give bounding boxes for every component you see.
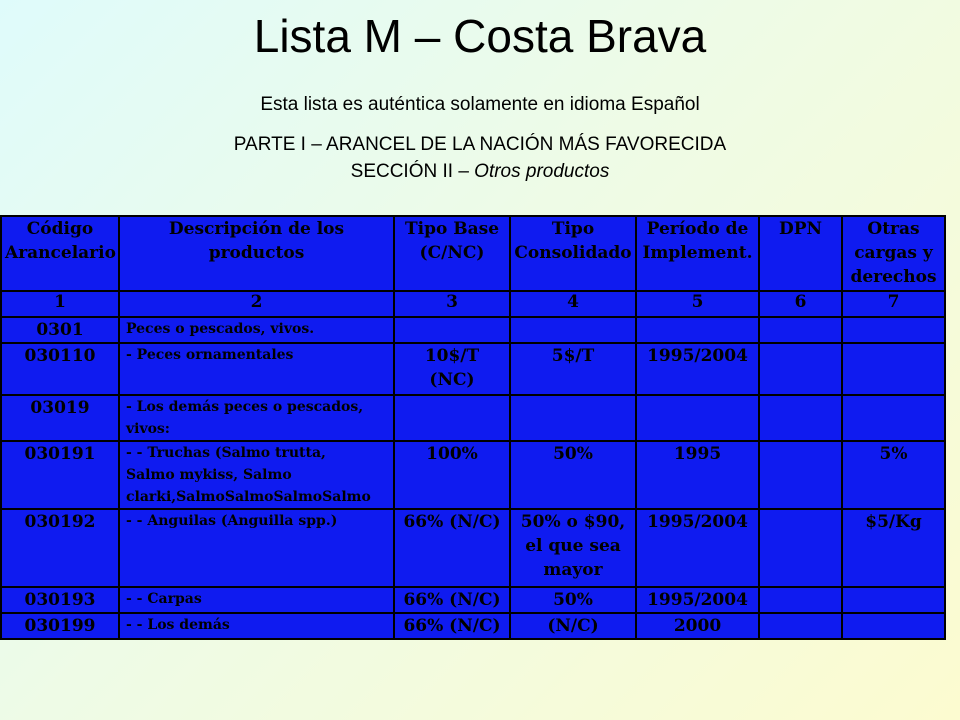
bound-rate: 5$/T <box>510 343 636 395</box>
base-rate: 66% (N/C) <box>394 587 510 613</box>
dpn-value <box>759 441 842 509</box>
header-tipo-base: Tipo Base (C/NC) <box>394 216 510 291</box>
header-periodo: Período de Implement. <box>636 216 759 291</box>
other-charges <box>842 395 945 441</box>
header-dpn: DPN <box>759 216 842 291</box>
column-number-row <box>1 291 945 317</box>
tariff-code: 030191 <box>1 441 119 509</box>
tariff-code: 030199 <box>1 613 119 639</box>
implementation-period: 1995/2004 <box>636 587 759 613</box>
bound-rate: 50% o $90, el que sea mayor <box>510 509 636 587</box>
implementation-period: 1995 <box>636 441 759 509</box>
implementation-period: 2000 <box>636 613 759 639</box>
slide-title: Lista M – Costa Brava <box>253 10 707 62</box>
other-charges: 5% <box>842 441 945 509</box>
table-row <box>1 587 945 613</box>
table-row <box>1 613 945 639</box>
base-rate <box>394 317 510 343</box>
other-charges <box>842 317 945 343</box>
dpn-value <box>759 509 842 587</box>
base-rate <box>394 395 510 441</box>
table-row <box>1 317 945 343</box>
column-number: 5 <box>636 291 759 317</box>
column-number: 6 <box>759 291 842 317</box>
header-tipo-consolidado: Tipo Consolidado <box>510 216 636 291</box>
bound-rate: 50% <box>510 441 636 509</box>
section-prefix: SECCIÓN II – <box>350 161 475 182</box>
tariff-code: 030192 <box>1 509 119 587</box>
section-name: Otros productos <box>474 161 610 182</box>
product-description: - - Carpas <box>119 587 394 613</box>
table-row <box>1 395 945 441</box>
dpn-value <box>759 317 842 343</box>
tariff-code: 030193 <box>1 587 119 613</box>
table-row <box>1 343 945 395</box>
column-number: 1 <box>1 291 119 317</box>
column-number: 7 <box>842 291 945 317</box>
implementation-period <box>636 317 759 343</box>
header-codigo: Código Arancelario <box>1 216 119 291</box>
product-description: - Los demás peces o pescados, vivos: <box>119 395 394 441</box>
product-description: - Peces ornamentales <box>119 343 394 395</box>
column-number: 4 <box>510 291 636 317</box>
base-rate: 10$/T (NC) <box>394 343 510 395</box>
bound-rate <box>510 395 636 441</box>
other-charges <box>842 343 945 395</box>
implementation-period: 1995/2004 <box>636 509 759 587</box>
header-descripcion: Descripción de los productos <box>119 216 394 291</box>
base-rate: 100% <box>394 441 510 509</box>
implementation-period <box>636 395 759 441</box>
column-number: 3 <box>394 291 510 317</box>
tariff-table <box>0 215 946 640</box>
product-description: Peces o pescados, vivos. <box>119 317 394 343</box>
base-rate: 66% (N/C) <box>394 509 510 587</box>
product-description: - - Los demás <box>119 613 394 639</box>
other-charges: $5/Kg <box>842 509 945 587</box>
header-row <box>1 216 945 291</box>
bound-rate: (N/C) <box>510 613 636 639</box>
part-heading: PARTE I – ARANCEL DE LA NACIÓN MÁS FAVORECIDA <box>233 134 727 155</box>
other-charges <box>842 613 945 639</box>
bound-rate: 50% <box>510 587 636 613</box>
base-rate: 66% (N/C) <box>394 613 510 639</box>
table-row <box>1 509 945 587</box>
section-heading <box>0 160 960 184</box>
other-charges <box>842 587 945 613</box>
implementation-period: 1995/2004 <box>636 343 759 395</box>
product-description: - - Truchas (Salmo trutta, Salmo mykiss, Salmo clarki,SalmoSalmoSalmoSalmo <box>119 441 394 509</box>
table-row <box>1 441 945 509</box>
bound-rate <box>510 317 636 343</box>
dpn-value <box>759 395 842 441</box>
column-number: 2 <box>119 291 394 317</box>
product-description: - - Anguilas (Anguilla spp.) <box>119 509 394 587</box>
tariff-code: 03019 <box>1 395 119 441</box>
header-otras-cargas: Otras cargas y derechos <box>842 216 945 291</box>
dpn-value <box>759 613 842 639</box>
dpn-value <box>759 587 842 613</box>
tariff-code: 0301 <box>1 317 119 343</box>
language-note: Esta lista es auténtica solamente en idioma Español <box>260 94 700 115</box>
dpn-value <box>759 343 842 395</box>
tariff-code: 030110 <box>1 343 119 395</box>
